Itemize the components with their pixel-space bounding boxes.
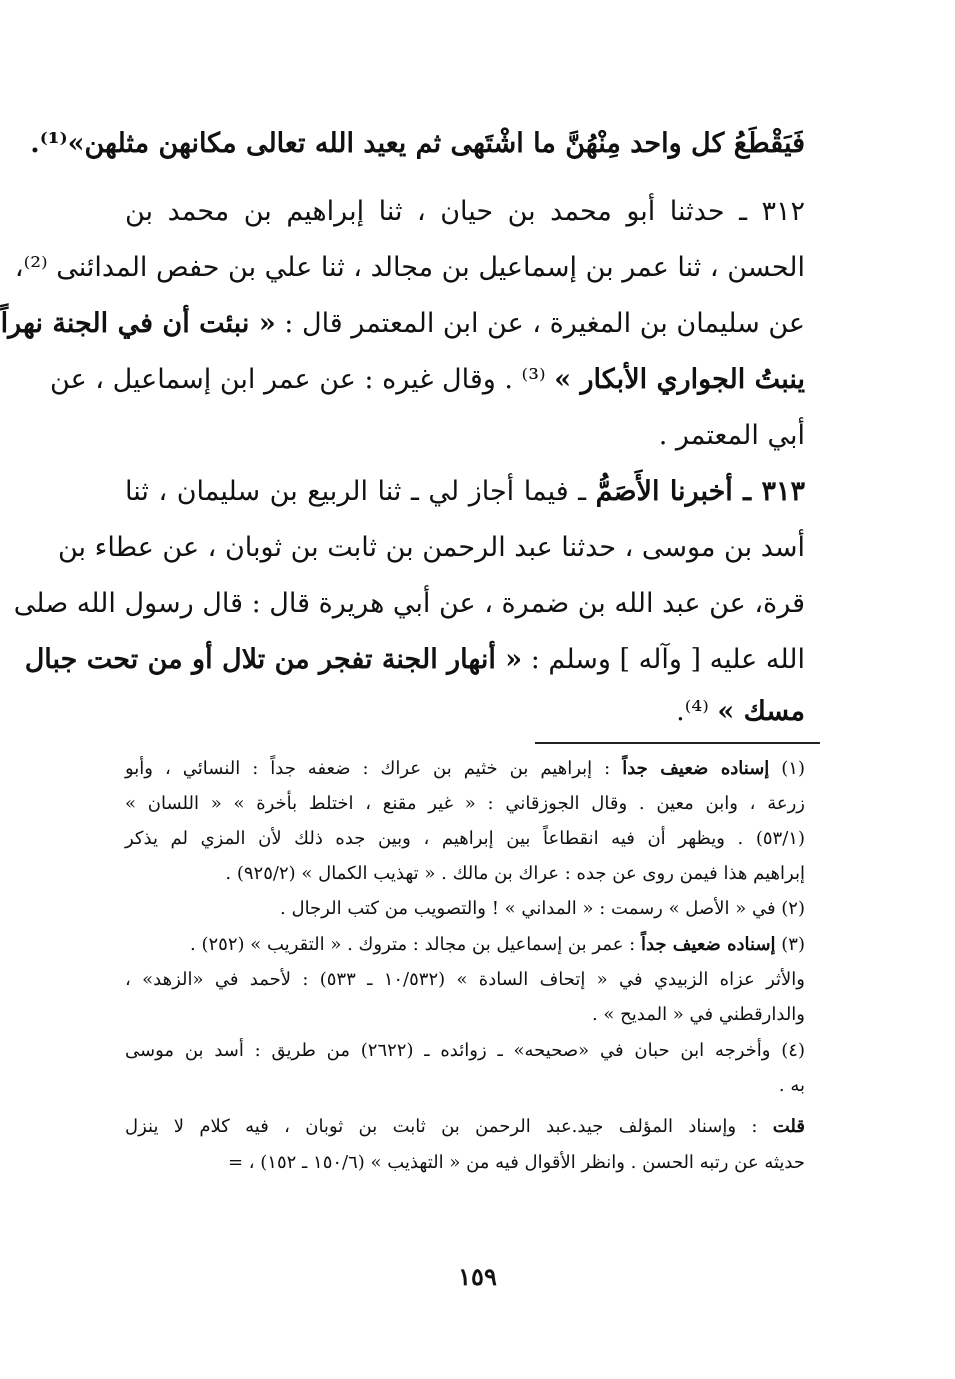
text-line-3: [14, 252, 805, 283]
text-line-4: [0, 308, 805, 339]
footnote-4-line-2: [125, 1075, 805, 1096]
hadith-312-opening: ٣١٢ ـ حدثنا أبو محمد بن حيان ، ثنا إبراهيم بن محمد بن: [125, 196, 805, 227]
isnad-text: الحسن ، ثنا عمر بن إسماعيل بن مجالد ، ثنا علي بن حفص المدائنى ⁽²⁾،: [14, 252, 805, 283]
footnote-verdict: إسناده ضعيف جداً: [640, 934, 776, 955]
footnote-number: (١): [769, 758, 805, 779]
text-line-6: [125, 420, 805, 451]
text-line-5: [50, 364, 805, 395]
footnote-text: حديثه عن رتبه الحسن . وانظر الأقوال فيه من « التهذيب » (١٥٠/٦ ـ ١٥٢) ، =: [227, 1152, 805, 1173]
text-line-7: [125, 476, 805, 507]
footnote-3-line-1: [125, 934, 805, 955]
isnad-text: قرة، عن عبد الله بن ضمرة ، عن أبي هريرة قال : قال رسول الله صلى: [13, 588, 805, 619]
editor-note-line-1: [125, 1116, 805, 1137]
text-line-11: [125, 696, 805, 727]
editor-note-line-2: [125, 1152, 805, 1173]
isnad-text: أبي المعتمر .: [658, 420, 805, 451]
text-line-10: [24, 644, 805, 675]
footnote-text: : إبراهيم بن خثيم بن عراك : ضعفه جداً : النسائي ، وأبو: [125, 758, 623, 779]
footnote-verdict: إسناده ضعيف جداً: [622, 758, 770, 779]
footnote-3-line-3: [125, 1004, 805, 1025]
footnote-text: (٥٣/١) . ويظهر أن فيه انقطاعاً بين إبراهيم ، وبين جده ذلك لأن المزي لم يذكر: [125, 828, 805, 849]
hadith-ending: فَيَقْطَعُ كل واحد مِنْهُنَّ ما اشْتَهى ثم يعيد الله تعالى مكانهن مثلهن»⁽¹⁾.: [30, 128, 805, 159]
footnote-separator: [535, 742, 820, 744]
footnote-1-line-1: [125, 758, 805, 779]
isnad-text: ⁽³⁾ . وقال غيره : عن عمر ابن إسماعيل ، عن: [50, 364, 555, 395]
text-line-9: [13, 588, 805, 619]
footnote-1-line-3: [125, 828, 805, 849]
footnote-number: (٣): [775, 934, 805, 955]
text-line-8: [58, 532, 805, 563]
footnote-text: (٤) وأخرجه ابن حبان في «صحيحه» ـ زوائده ـ (٢٦٢٢) من طريق : أسد بن موسى: [125, 1040, 805, 1061]
footnote-text: والدارقطني في « المديح » .: [591, 1004, 805, 1025]
footnote-text: إبراهيم هذا فيمن روى عن جده : عراك بن مالك . « تهذيب الكمال » (٩٢٥/٢) .: [225, 863, 805, 884]
footnote-text: : عمر بن إسماعيل بن مجالد : متروك . « التقريب » (٢٥٢) .: [190, 934, 641, 955]
isnad-text: الله عليه [ وآله ] وسلم :: [522, 644, 805, 675]
text-line-1: [30, 128, 805, 159]
matn-text: ينبتُ الجواري الأبكار »: [554, 364, 805, 395]
footnote-ref: ⁽⁴⁾.: [676, 696, 718, 727]
matn-text: « نبئت أن في الجنة نهراً: [0, 308, 276, 339]
footnote-text: : وإسناد المؤلف جيد.عبد الرحمن بن ثابت بن ثوبان ، فيه كلام لا ينزل: [125, 1116, 773, 1137]
isnad-text: عن سليمان بن المغيرة ، عن ابن المعتمر قال :: [275, 308, 805, 339]
isnad-text: أسد بن موسى ، حدثنا عبد الرحمن بن ثابت بن ثوبان ، عن عطاء بن: [58, 532, 805, 563]
footnote-text: زرعة ، وابن معين . وقال الجوزقاني : « غير مقنع ، اختلط بأخرة » « اللسان »: [125, 793, 805, 814]
matn-text: « أنهار الجنة تفجر من تلال أو من تحت جبال: [24, 644, 523, 675]
isnad-text: ـ فيما أجاز لي ـ ثنا الربيع بن سليمان ، ثنا: [125, 476, 596, 507]
footnote-text: به .: [778, 1075, 805, 1096]
matn-text: مسك »: [717, 696, 805, 727]
footnote-text: (٢) في « الأصل » رسمت : « المداني » ! والتصويب من كتب الرجال .: [280, 898, 805, 919]
footnote-4-line-1: [125, 1040, 805, 1061]
hadith-313-opening: ٣١٣ ـ أخبرنا الأَصَمُّ: [595, 476, 805, 507]
editor-note-label: قلت: [772, 1116, 805, 1137]
footnote-2-line-1: [125, 898, 805, 919]
footnote-1-line-4: [125, 863, 805, 884]
footnote-text: والأثر عزاه الزبيدي في « إتحاف السادة » (١٠/٥٣٢ ـ ٥٣٣) : لأحمد في «الزهد» ،: [125, 969, 806, 990]
page-number: ١٥٩: [458, 1262, 497, 1291]
footnote-3-line-2: [125, 969, 805, 990]
footnote-1-line-2: [125, 793, 805, 814]
text-line-2: [125, 196, 805, 227]
